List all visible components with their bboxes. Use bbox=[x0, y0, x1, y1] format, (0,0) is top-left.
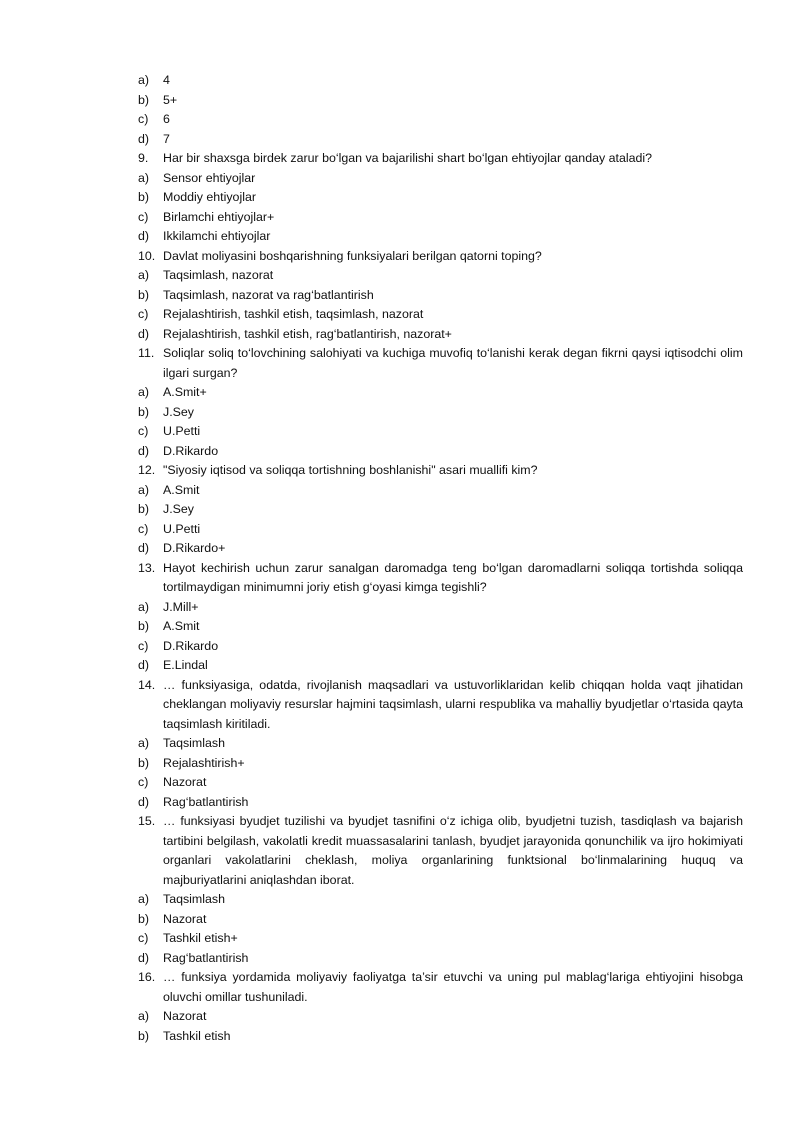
option-text: Rag‘batlantirish bbox=[163, 950, 249, 965]
option-text: Rejalashtirish, tashkil etish, rag‘batlantirish, nazorat+ bbox=[163, 326, 452, 341]
answer-option bbox=[138, 637, 743, 657]
option-letter: c) bbox=[138, 521, 149, 536]
option-letter: a) bbox=[138, 892, 150, 906]
option-letter: d) bbox=[138, 443, 150, 458]
option-text: 7 bbox=[163, 131, 170, 146]
question-text: Hayot kechirish uchun zarur sanalgan daromadga teng bo‘lgan daromadlarni soliqqa tortishda soliqqa tortilmaydigan minimumni joriy etish g‘oyasi kimga tegishli? bbox=[163, 560, 743, 594]
option-letter: d) bbox=[138, 950, 150, 965]
answer-option bbox=[138, 91, 743, 111]
option-letter: d) bbox=[138, 326, 150, 341]
question-item bbox=[138, 676, 743, 735]
answer-option bbox=[138, 910, 743, 930]
option-letter: b) bbox=[138, 92, 150, 107]
answer-option bbox=[138, 208, 743, 228]
answer-option bbox=[138, 481, 743, 501]
question-number: 10. bbox=[138, 248, 156, 263]
question-item bbox=[138, 344, 743, 383]
question-number: 15. bbox=[138, 814, 156, 828]
option-letter: b) bbox=[138, 755, 150, 770]
option-text: Tashkil etish+ bbox=[163, 931, 238, 945]
answer-option bbox=[138, 754, 743, 774]
option-letter: a) bbox=[138, 482, 150, 497]
question-text: … funksiyasiga, odatda, rivojlanish maqsadlari va ustuvorliklaridan kelib chiqqan holda vaqt jihatidan cheklangan moliyaviy resurslar hajmini taqsimlash, ularni respublika va mahalliy byudjetlar o‘rtasida qayta taqsimlash kiritiladi. bbox=[163, 677, 743, 731]
document-page bbox=[138, 71, 743, 1046]
option-text: U.Petti bbox=[163, 521, 201, 536]
question-item bbox=[138, 812, 743, 890]
answer-option bbox=[138, 422, 743, 442]
question-number: 14. bbox=[138, 677, 156, 692]
question-number: 12. bbox=[138, 463, 156, 477]
question-item bbox=[138, 247, 743, 267]
option-letter: c) bbox=[138, 112, 149, 126]
option-letter: c) bbox=[138, 931, 149, 945]
answer-option bbox=[138, 403, 743, 423]
answer-option bbox=[138, 500, 743, 520]
option-text: Tashkil etish bbox=[163, 1028, 231, 1043]
question-item bbox=[138, 559, 743, 598]
option-text: Nazorat bbox=[163, 911, 207, 926]
option-letter: c) bbox=[138, 209, 149, 224]
option-text: D.Rikardo bbox=[163, 443, 219, 458]
option-text: Birlamchi ehtiyojlar+ bbox=[163, 209, 275, 224]
question-text: … funksiya yordamida moliyaviy faoliyatga ta’sir etuvchi va uning pul mablag‘lariga ehtiyojini hisobga oluvchi omillar tushuniladi. bbox=[163, 970, 743, 1004]
answer-option bbox=[138, 71, 743, 91]
option-letter: d) bbox=[138, 229, 150, 243]
answer-option bbox=[138, 266, 743, 286]
question-text: "Siyosiy iqtisod va soliqqa tortishning boshlanishi" asari muallifi kim? bbox=[163, 463, 538, 477]
option-letter: b) bbox=[138, 190, 150, 204]
option-letter: b) bbox=[138, 287, 150, 302]
option-text: Taqsimlash, nazorat bbox=[163, 268, 274, 282]
answer-option bbox=[138, 520, 743, 540]
option-letter: a) bbox=[138, 1009, 150, 1023]
question-item bbox=[138, 968, 743, 1007]
option-letter: a) bbox=[138, 599, 150, 614]
question-text: Har bir shaxsga birdek zarur bo‘lgan va bajarilishi shart bo‘lgan ehtiyojlar qanday ataladi? bbox=[163, 151, 653, 165]
option-letter: a) bbox=[138, 268, 150, 282]
option-letter: c) bbox=[138, 307, 149, 321]
option-letter: b) bbox=[138, 1028, 150, 1043]
answer-option bbox=[138, 734, 743, 754]
answer-option bbox=[138, 325, 743, 345]
option-letter: c) bbox=[138, 638, 149, 653]
option-letter: c) bbox=[138, 775, 149, 789]
option-text: D.Rikardo+ bbox=[163, 541, 226, 555]
option-text: J.Sey bbox=[163, 502, 194, 516]
answer-option bbox=[138, 110, 743, 130]
answer-option bbox=[138, 130, 743, 150]
option-letter: b) bbox=[138, 502, 150, 516]
option-text: U.Petti bbox=[163, 424, 201, 438]
option-text: J.Mill+ bbox=[163, 599, 199, 614]
option-text: 5+ bbox=[163, 92, 178, 107]
question-number: 16. bbox=[138, 970, 156, 984]
question-text: Soliqlar soliq to‘lovchining salohiyati va kuchiga muvofiq to‘lanishi kerak degan fikrni qaysi iqtisodchi olim ilgari surgan? bbox=[163, 346, 743, 380]
option-letter: b) bbox=[138, 911, 150, 926]
option-text: J.Sey bbox=[163, 404, 194, 419]
option-letter: a) bbox=[138, 170, 150, 185]
option-text: Taqsimlash bbox=[163, 892, 225, 906]
option-text: Nazorat bbox=[163, 775, 207, 789]
option-text: Rejalashtirish, tashkil etish, taqsimlash, nazorat bbox=[163, 307, 424, 321]
question-item bbox=[138, 149, 743, 169]
option-letter: b) bbox=[138, 404, 150, 419]
option-text: Moddiy ehtiyojlar bbox=[163, 190, 256, 204]
question-item bbox=[138, 461, 743, 481]
option-text: A.Smit bbox=[163, 482, 200, 497]
question-number: 9. bbox=[138, 151, 149, 165]
option-text: Ikkilamchi ehtiyojlar bbox=[163, 229, 271, 243]
question-text: … funksiyasi byudjet tuzilishi va byudjet tasnifini o‘z ichiga olib, byudjetni tuzish, tasdiqlash va bajarish tartibini belgilash, vakolatli kredit muassasalarini tanlash, byudjet jarayonida qonunchilik va ijro hokimiyati organlari vakolatlarini cheklash, moliya organlarining funktsional bo‘linmalarining huquq va majburiyatlarini aniqlashdan iborat. bbox=[163, 814, 743, 887]
answer-option bbox=[138, 890, 743, 910]
answer-option bbox=[138, 1027, 743, 1047]
answer-option bbox=[138, 442, 743, 462]
answer-option bbox=[138, 617, 743, 637]
option-text: A.Smit+ bbox=[163, 385, 207, 399]
answer-option bbox=[138, 383, 743, 403]
option-text: 6 bbox=[163, 112, 170, 126]
question-number: 13. bbox=[138, 560, 156, 575]
question-number: 11. bbox=[138, 346, 155, 360]
option-text: D.Rikardo bbox=[163, 638, 219, 653]
option-text: Taqsimlash bbox=[163, 736, 225, 750]
answer-option bbox=[138, 286, 743, 306]
option-letter: d) bbox=[138, 541, 150, 555]
option-text: Rag‘batlantirish bbox=[163, 794, 249, 809]
option-letter: d) bbox=[138, 794, 150, 809]
answer-option bbox=[138, 793, 743, 813]
answer-option bbox=[138, 949, 743, 969]
option-letter: a) bbox=[138, 736, 150, 750]
option-text: Sensor ehtiyojlar bbox=[163, 170, 256, 185]
option-letter: d) bbox=[138, 131, 150, 146]
answer-option bbox=[138, 598, 743, 618]
option-text: Rejalashtirish+ bbox=[163, 755, 245, 770]
option-letter: a) bbox=[138, 385, 150, 399]
answer-option bbox=[138, 227, 743, 247]
answer-option bbox=[138, 929, 743, 949]
answer-option bbox=[138, 188, 743, 208]
option-text: A.Smit bbox=[163, 619, 200, 633]
answer-option bbox=[138, 773, 743, 793]
answer-option bbox=[138, 656, 743, 676]
answer-option bbox=[138, 539, 743, 559]
option-letter: b) bbox=[138, 619, 150, 633]
option-letter: a) bbox=[138, 73, 150, 87]
option-text: 4 bbox=[163, 73, 170, 87]
option-letter: c) bbox=[138, 424, 149, 438]
answer-option bbox=[138, 1007, 743, 1027]
option-text: Nazorat bbox=[163, 1009, 207, 1023]
answer-option bbox=[138, 169, 743, 189]
question-text: Davlat moliyasini boshqarishning funksiyalari berilgan qatorni toping? bbox=[163, 248, 542, 263]
option-text: E.Lindal bbox=[163, 658, 208, 672]
option-letter: d) bbox=[138, 658, 150, 672]
option-text: Taqsimlash, nazorat va rag‘batlantirish bbox=[163, 287, 374, 302]
answer-option bbox=[138, 305, 743, 325]
